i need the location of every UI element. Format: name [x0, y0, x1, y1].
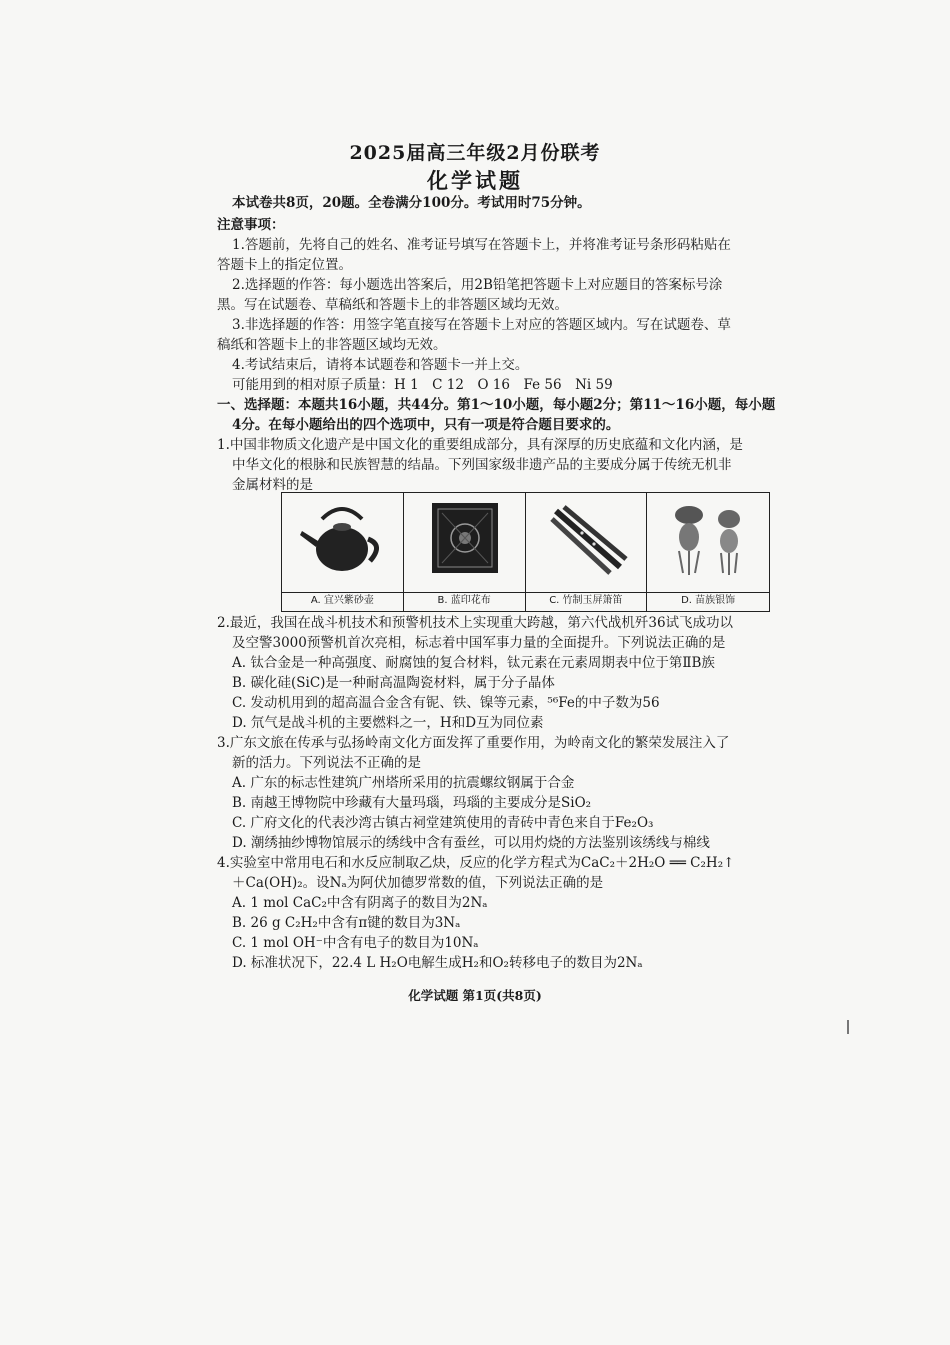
q1-option-d-cell — [647, 493, 769, 611]
silver-ornament-icon — [657, 497, 757, 583]
page-footer: 化学试题 第1页(共8页) — [408, 988, 542, 1003]
q2-stem-b: 及空警3000预警机首次亮相，标志着中国军事力量的全面提升。下列说法正确的是 — [232, 635, 726, 651]
q2-option-a: A. 钛合金是一种高强度、耐腐蚀的复合材料，钛元素在元素周期表中位于第ⅡB族 — [232, 655, 715, 671]
q1-option-b: B. 蓝印花布 — [404, 592, 525, 609]
q1-option-b-cell — [404, 493, 526, 611]
q4-stem-a: 4.实验室中常用电石和水反应制取乙炔，反应的化学方程式为CaC₂＋2H₂O ══ C₂H₂↑ — [217, 855, 735, 871]
notice-3b: 稿纸和答题卡上的非答题区域均无效。 — [217, 337, 447, 353]
q3-option-c: C. 广府文化的代表沙湾古镇古祠堂建筑使用的青砖中青色来自于Fe₂O₃ — [232, 815, 654, 831]
q2-option-c: C. 发动机用到的超高温合金含有铌、铁、镍等元素，⁵⁶Fe的中子数为56 — [232, 695, 660, 711]
notice-2b: 黑。写在试题卷、草稿纸和答题卡上的非答题区域均无效。 — [217, 297, 568, 313]
q4-option-c: C. 1 mol OH⁻中含有电子的数目为10Nₐ — [232, 935, 479, 951]
atomic-masses: 可能用到的相对原子质量：H 1 C 12 O 16 Fe 56 Ni 59 — [232, 377, 613, 393]
notice-4: 4.考试结束后，请将本试题卷和答题卡一并上交。 — [232, 357, 529, 373]
q1-option-c-cell — [526, 493, 648, 611]
q2-stem-a: 2.最近，我国在战斗机技术和预警机技术上实现重大跨越，第六代战机歼36试飞成功以 — [217, 615, 734, 631]
q4-stem-b: ＋Ca(OH)₂。设Nₐ为阿伏加德罗常数的值，下列说法正确的是 — [232, 875, 604, 891]
notice-2a: 2.选择题的作答：每小题选出答案后，用2B铅笔把答题卡上对应题目的答案标号涂 — [232, 277, 723, 293]
q3-option-a: A. 广东的标志性建筑广州塔所采用的抗震螺纹钢属于合金 — [232, 775, 575, 791]
q3-option-d: D. 潮绣抽纱博物馆展示的绣线中含有蚕丝，可以用灼烧的方法鉴别该绣线与棉线 — [232, 835, 710, 851]
q3-option-b: B. 南越王博物院中珍藏有大量玛瑙，玛瑙的主要成分是SiO₂ — [232, 795, 592, 811]
exam-subject: 化学试题 — [427, 168, 523, 193]
q2-option-d: D. 氘气是战斗机的主要燃料之一，H和D互为同位素 — [232, 715, 544, 731]
bamboo-flute-icon — [536, 497, 636, 583]
q3-stem-b: 新的活力。下列说法不正确的是 — [232, 755, 421, 771]
q1-option-d: D. 苗族银饰 — [647, 592, 769, 609]
exam-title: 2025届高三年级2月份联考 — [349, 142, 601, 164]
notice-3a: 3.非选择题的作答：用签字笔直接写在答题卡上对应的答题区域内。写在试题卷、草 — [232, 317, 731, 333]
q3-stem-a: 3.广东文旅在传承与弘扬岭南文化方面发挥了重要作用，为岭南文化的繁荣发展注入了 — [217, 735, 730, 751]
q2-option-b: B. 碳化硅(SiC)是一种耐高温陶瓷材料，属于分子晶体 — [232, 675, 555, 691]
q1-stem-a: 1.中国非物质文化遗产是中国文化的重要组成部分，具有深厚的历史底蕴和文化内涵，是 — [217, 437, 743, 453]
q1-option-a: A. 宜兴紫砂壶 — [282, 592, 403, 609]
q1-option-a-cell — [282, 493, 404, 611]
q1-stem-c: 金属材料的是 — [232, 477, 313, 493]
notice-heading: 注意事项： — [217, 217, 285, 233]
q4-option-b: B. 26 g C₂H₂中含有π键的数目为3Nₐ — [232, 915, 461, 931]
scan-mark — [847, 1020, 849, 1034]
q4-option-a: A. 1 mol CaC₂中含有阴离子的数目为2Nₐ — [232, 895, 488, 911]
notice-1a: 1.答题前，先将自己的姓名、准考证号填写在答题卡上，并将准考证号条形码粘贴在 — [232, 237, 731, 253]
q1-image-table — [281, 492, 770, 612]
blue-print-cloth-icon — [414, 497, 514, 583]
q4-option-d: D. 标准状况下，22.4 L H₂O电解生成H₂和O₂转移电子的数目为2Nₐ — [232, 955, 643, 971]
section1-heading-a: 一、选择题：本题共16小题，共44分。第1～10小题，每小题2分；第11～16小题，每小题 — [217, 397, 776, 413]
exam-summary: 本试卷共8页，20题。全卷满分100分。考试用时75分钟。 — [232, 195, 591, 211]
section1-heading-b: 4分。在每小题给出的四个选项中，只有一项是符合题目要求的。 — [232, 417, 620, 433]
teapot-icon — [292, 497, 392, 583]
notice-1b: 答题卡上的指定位置。 — [217, 257, 352, 273]
q1-option-c: C. 竹制玉屏箫笛 — [526, 592, 647, 609]
q1-stem-b: 中华文化的根脉和民族智慧的结晶。下列国家级非遗产品的主要成分属于传统无机非 — [232, 457, 732, 473]
